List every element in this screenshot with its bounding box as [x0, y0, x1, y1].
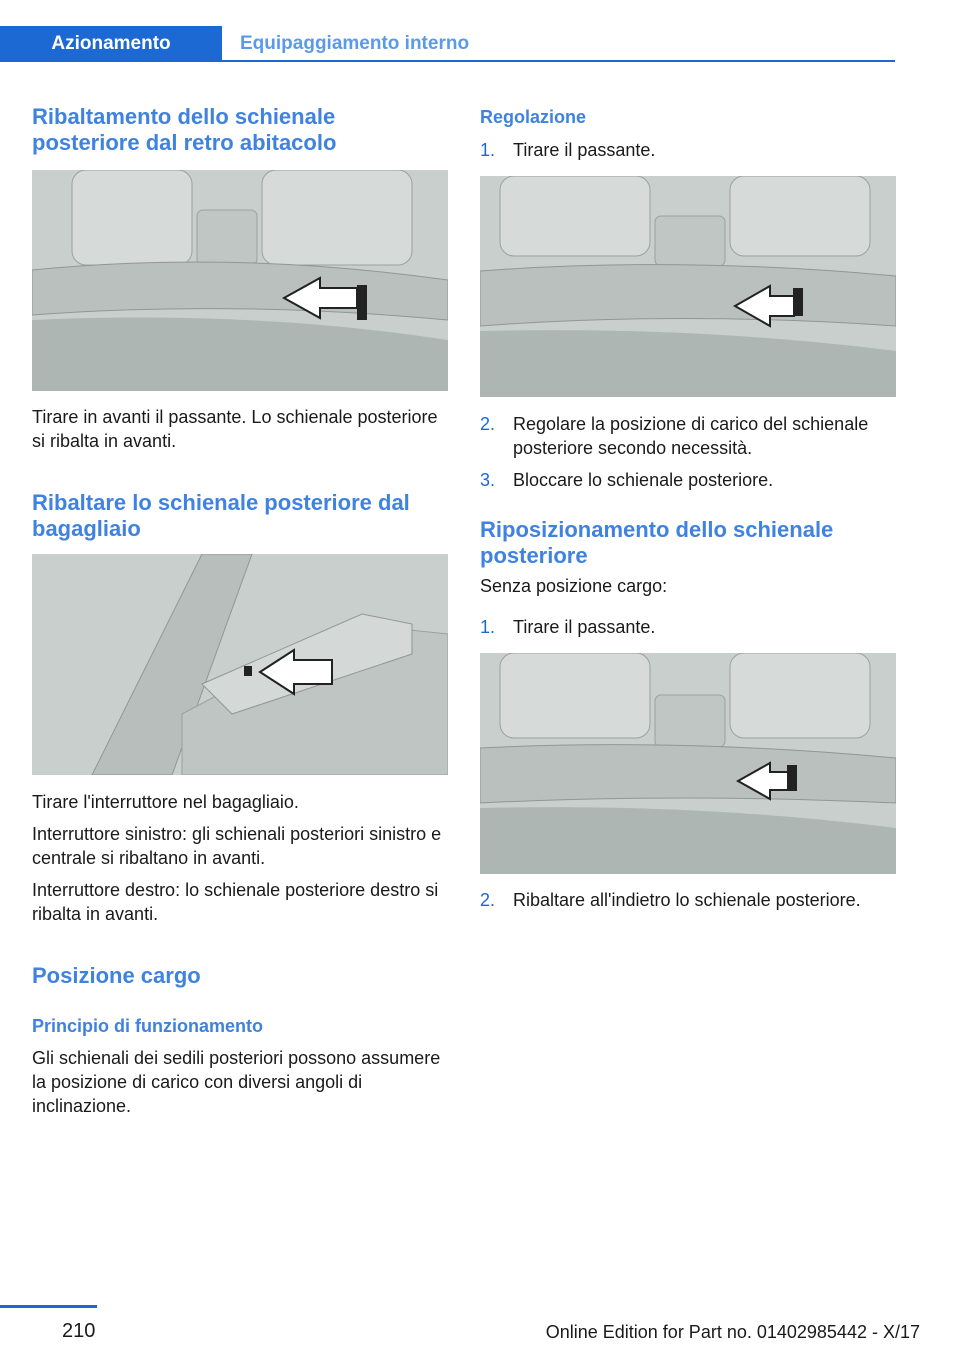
- header-tabbar: [0, 26, 895, 62]
- list-number: 2.: [480, 414, 496, 434]
- paragraph-senza-cargo: Senza posizione cargo:: [480, 576, 668, 596]
- heading-posizione-cargo: Posizione cargo: [32, 963, 201, 988]
- list-text: Regolare la posizione di carico del schienale posteriore secondo necessità.: [513, 414, 869, 458]
- trunk-illustration-switch: [32, 554, 448, 775]
- heading-riposizionamento: Riposizionamento dello schienale posteriore: [480, 517, 834, 568]
- tab-equipaggiamento-interno[interactable]: Equipaggiamento interno: [240, 33, 470, 54]
- list-text: Tirare il passante.: [513, 140, 656, 160]
- list-text: Ribaltare all'indietro lo schienale posteriore.: [513, 890, 861, 910]
- heading-ribaltamento-retro: Ribaltamento dello schienale posteriore dal retro abitacolo: [32, 104, 337, 155]
- list-number: 1.: [480, 140, 496, 160]
- header-rule: [222, 60, 895, 62]
- list-number: 3.: [480, 470, 496, 490]
- paragraph-tirare-avanti: Tirare in avanti il passante. Lo schienale posteriore si ribalta in avanti.: [32, 407, 438, 451]
- list-text: Bloccare lo schienale posteriore.: [513, 470, 774, 490]
- page-number: 210: [62, 1320, 96, 1342]
- paragraph-tirare-interruttore: Tirare l'interruttore nel bagagliaio.: [32, 792, 299, 812]
- paragraph-principio: Gli schienali dei sedili posteriori possono assumere la posizione di carico con diversi angoli di inclinazione.: [32, 1048, 441, 1116]
- list-text: Tirare il passante.: [513, 617, 656, 637]
- paragraph-interruttore-destro: Interruttore destro: lo schienale posteriore destro si ribalta in avanti.: [32, 880, 439, 924]
- edition-note: Online Edition for Part no. 01402985442 - X/17: [545, 1322, 920, 1342]
- heading-ribaltare-bagagliaio: Ribaltare lo schienale posteriore dal bagagliaio: [32, 490, 410, 541]
- seat-illustration-reposition: [480, 653, 896, 874]
- paragraph-interruttore-sinistro: Interruttore sinistro: gli schienali posteriori sinistro e centrale si ribaltano in avanti.: [32, 824, 442, 868]
- tab-azionamento[interactable]: Azionamento: [0, 26, 222, 62]
- subheading-principio: Principio di funzionamento: [32, 1016, 263, 1036]
- footer-rule: [0, 1305, 97, 1308]
- list-number: 1.: [480, 617, 496, 637]
- list-number: 2.: [480, 890, 496, 910]
- subheading-regolazione: Regolazione: [480, 107, 587, 127]
- seat-illustration-adjust: [480, 176, 896, 397]
- seat-illustration-rear-pull: [32, 170, 448, 391]
